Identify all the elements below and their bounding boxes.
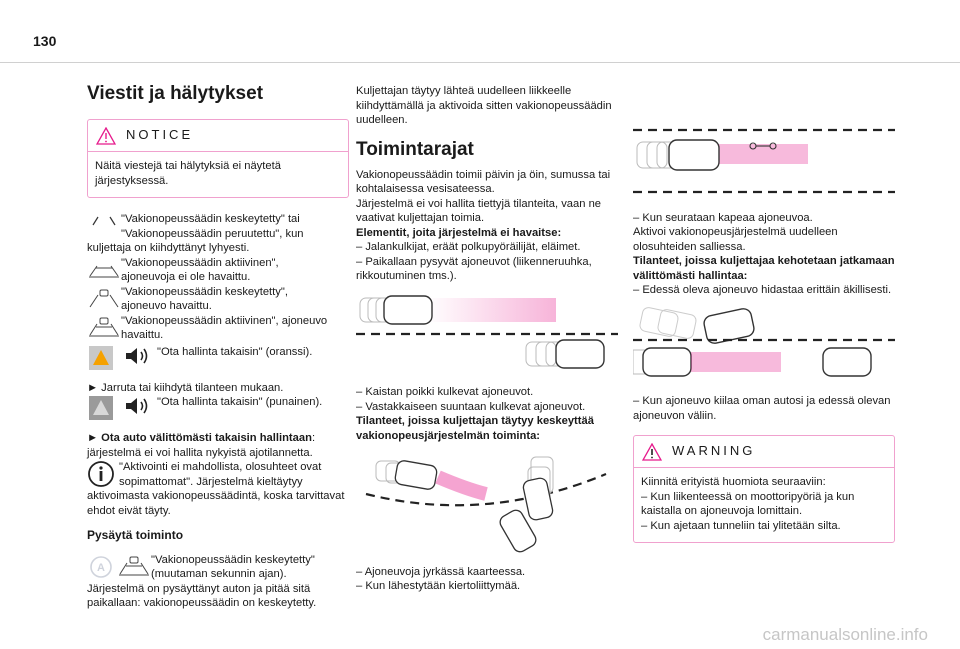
- section-heading: Toimintarajat: [356, 138, 474, 160]
- takeover-red-icon: [87, 395, 115, 421]
- message-item: "Vakionopeussäädin keskeytetty", ajoneuvo havaittu.: [87, 285, 349, 314]
- message-item: "Vakionopeussäädin keskeytetty" tai "Vakionopeussäädin peruutettu", kun: [87, 212, 349, 241]
- info-item: "Aktivointi ei mahdollista, olosuhteet ovat sopimattomat". Järjestelmä kieltäytyy: [87, 460, 349, 489]
- warning-triangle-icon: [642, 443, 662, 461]
- warning-box: WARNING Kiinnitä erityistä huomiota seuraaviin: – Kun liikenteessä on moottoripyöriä ja kun kaistalla on ajoneuvoja lomittain. – Kun ajetaan tunneliin tai ylitetään silta.: [633, 435, 895, 543]
- header-divider: [0, 62, 960, 63]
- message-item: "Vakionopeussäädin aktiivinen", ajoneuvo havaittu.: [87, 314, 349, 343]
- cut-in-illustration: [633, 304, 895, 384]
- narrow-vehicle-illustration: [633, 122, 895, 200]
- page-number: 130: [33, 33, 57, 49]
- lane-lines-icon: [87, 212, 121, 228]
- road-vehicle-icon: [87, 285, 121, 311]
- section-heading: Viestit ja hälytykset: [87, 83, 264, 104]
- stop-heading: Pysäytä toiminto: [87, 528, 184, 542]
- sound-icon: [123, 345, 153, 367]
- info-icon: [87, 460, 119, 488]
- acc-grey-icon: [87, 553, 117, 579]
- road-empty-icon: [87, 256, 121, 282]
- column-1: Viestit ja hälytykset NOTICE Näitä viestejä tai hälytyksiä ei näytetä järjestyksessä. "Vakionopeussäädin keskeytetty" tai "Vakionopeussäädin peruutettu", kun kuljettaja on kiihdyttänyt lyhyesti. "Vakionopeussäädin aktiivinen", ajoneuvoja ei ole havaittu. "Vakionopeussäädin keskeytetty", ajoneuvo havaittu. "Vakionopeussäädin aktiivinen", ajoneuvo havaittu. "Ota hallinta takaisin" (oranssi). ► Jarruta tai kiihdytä tilanteen mukaan. "Ota hallinta takaisin" (punainen). ► Ota auto välittömästi takaisin hallintaan: järjestelmä ei voi hallita nykyistä ajotilannetta. "Aktivointi ei mahdollista, olosuhteet ovat sopimattomat". Järjestelmä kieltäytyy aktivoimasta vakionopeussäädintä, koska tarvittavat ehdot eivät täyty. Pysäytä toiminto A "Vakionopeussäädin keskeytetty" (muutaman sekunnin ajan). Järjestelmä on pysäyttänyt auton ja pitää sitä paikallaan: vakionopeussäädin on keskeytetty.: [87, 82, 349, 611]
- road-vehicle-active-icon: [87, 314, 121, 340]
- warning-triangle-icon: [96, 127, 116, 145]
- stop-item: A "Vakionopeussäädin keskeytetty" (muutaman sekunnin ajan).: [87, 553, 349, 582]
- column-2: Kuljettajan täytyy lähteä uudelleen liikkeelle kiihdyttämällä ja aktivoida sitten vakionopeussäädin uudelleen. Toimintarajat Vakionopeussäädin toimii päivin ja öin, sumussa tai kohtalaisessa vesisateessa. Järjestelmä ei voi hallita tiettyjä tilanteita, vaan ne vaativat kuljettajan toimia. Elementit, joita järjestelmä ei havaitse: – Jalankulkijat, eräät polkupyöräilijät, eläimet. – Paikallaan pysyvät ajoneuvot (liikenneruuhka, rikkoutuminen tms.). – Kaistan poikki kulkevat ajoneuvot. – Vastakkaiseen suuntaan kulkevat ajoneuvot. Tilanteet, joissa kuljettajan täytyy keskeyttää vakionopeusjärjestelmän toiminta: – Ajoneuvoja jyrkässä kaarteessa. – Kun lähestytään kiertoliittymää.: [356, 84, 618, 594]
- notice-box: [87, 119, 349, 198]
- warning-title: WARNING: [672, 443, 756, 459]
- sound-icon: [123, 395, 153, 417]
- takeover-orange-icon: [87, 345, 115, 371]
- message-item: "Vakionopeussäädin aktiivinen", ajoneuvoja ei ole havaittu.: [87, 256, 349, 285]
- footer-watermark: carmanualsonline.info: [762, 625, 928, 644]
- notice-body: Näitä viestejä tai hälytyksiä ei näytetä järjestyksessä.: [95, 160, 281, 187]
- svg-text:A: A: [97, 561, 105, 574]
- sharp-bend-illustration: [356, 449, 618, 554]
- message-item: "Ota hallinta takaisin" (oranssi).: [87, 345, 349, 371]
- message-item: "Ota hallinta takaisin" (punainen).: [87, 395, 349, 421]
- notice-title: NOTICE: [126, 127, 194, 143]
- column-3: – Kun seurataan kapeaa ajoneuvoa. Aktivoi vakionopeusjärjestelmä uudelleen olosuhteiden salliessa. Tilanteet, joissa kuljettajaa kehotetaan jatkamaan välittömästi hallintaa: – Edessä oleva ajoneuvo hidastaa erittäin äkillisesti. – Kun ajoneuvo kiilaa oman autosi ja edessä olevan ajoneuvon väliin. WARNING Kiinnitä erityistä huomiota seuraaviin: – Kun liikenteessä on moottoripyöriä ja kun kaistalla on ajoneuvoja lomittain. – Kun ajetaan tunneliin tai ylitetään silta.: [633, 84, 895, 557]
- road-vehicle-active-icon: [117, 553, 151, 579]
- crossing-traffic-illustration: [356, 290, 618, 375]
